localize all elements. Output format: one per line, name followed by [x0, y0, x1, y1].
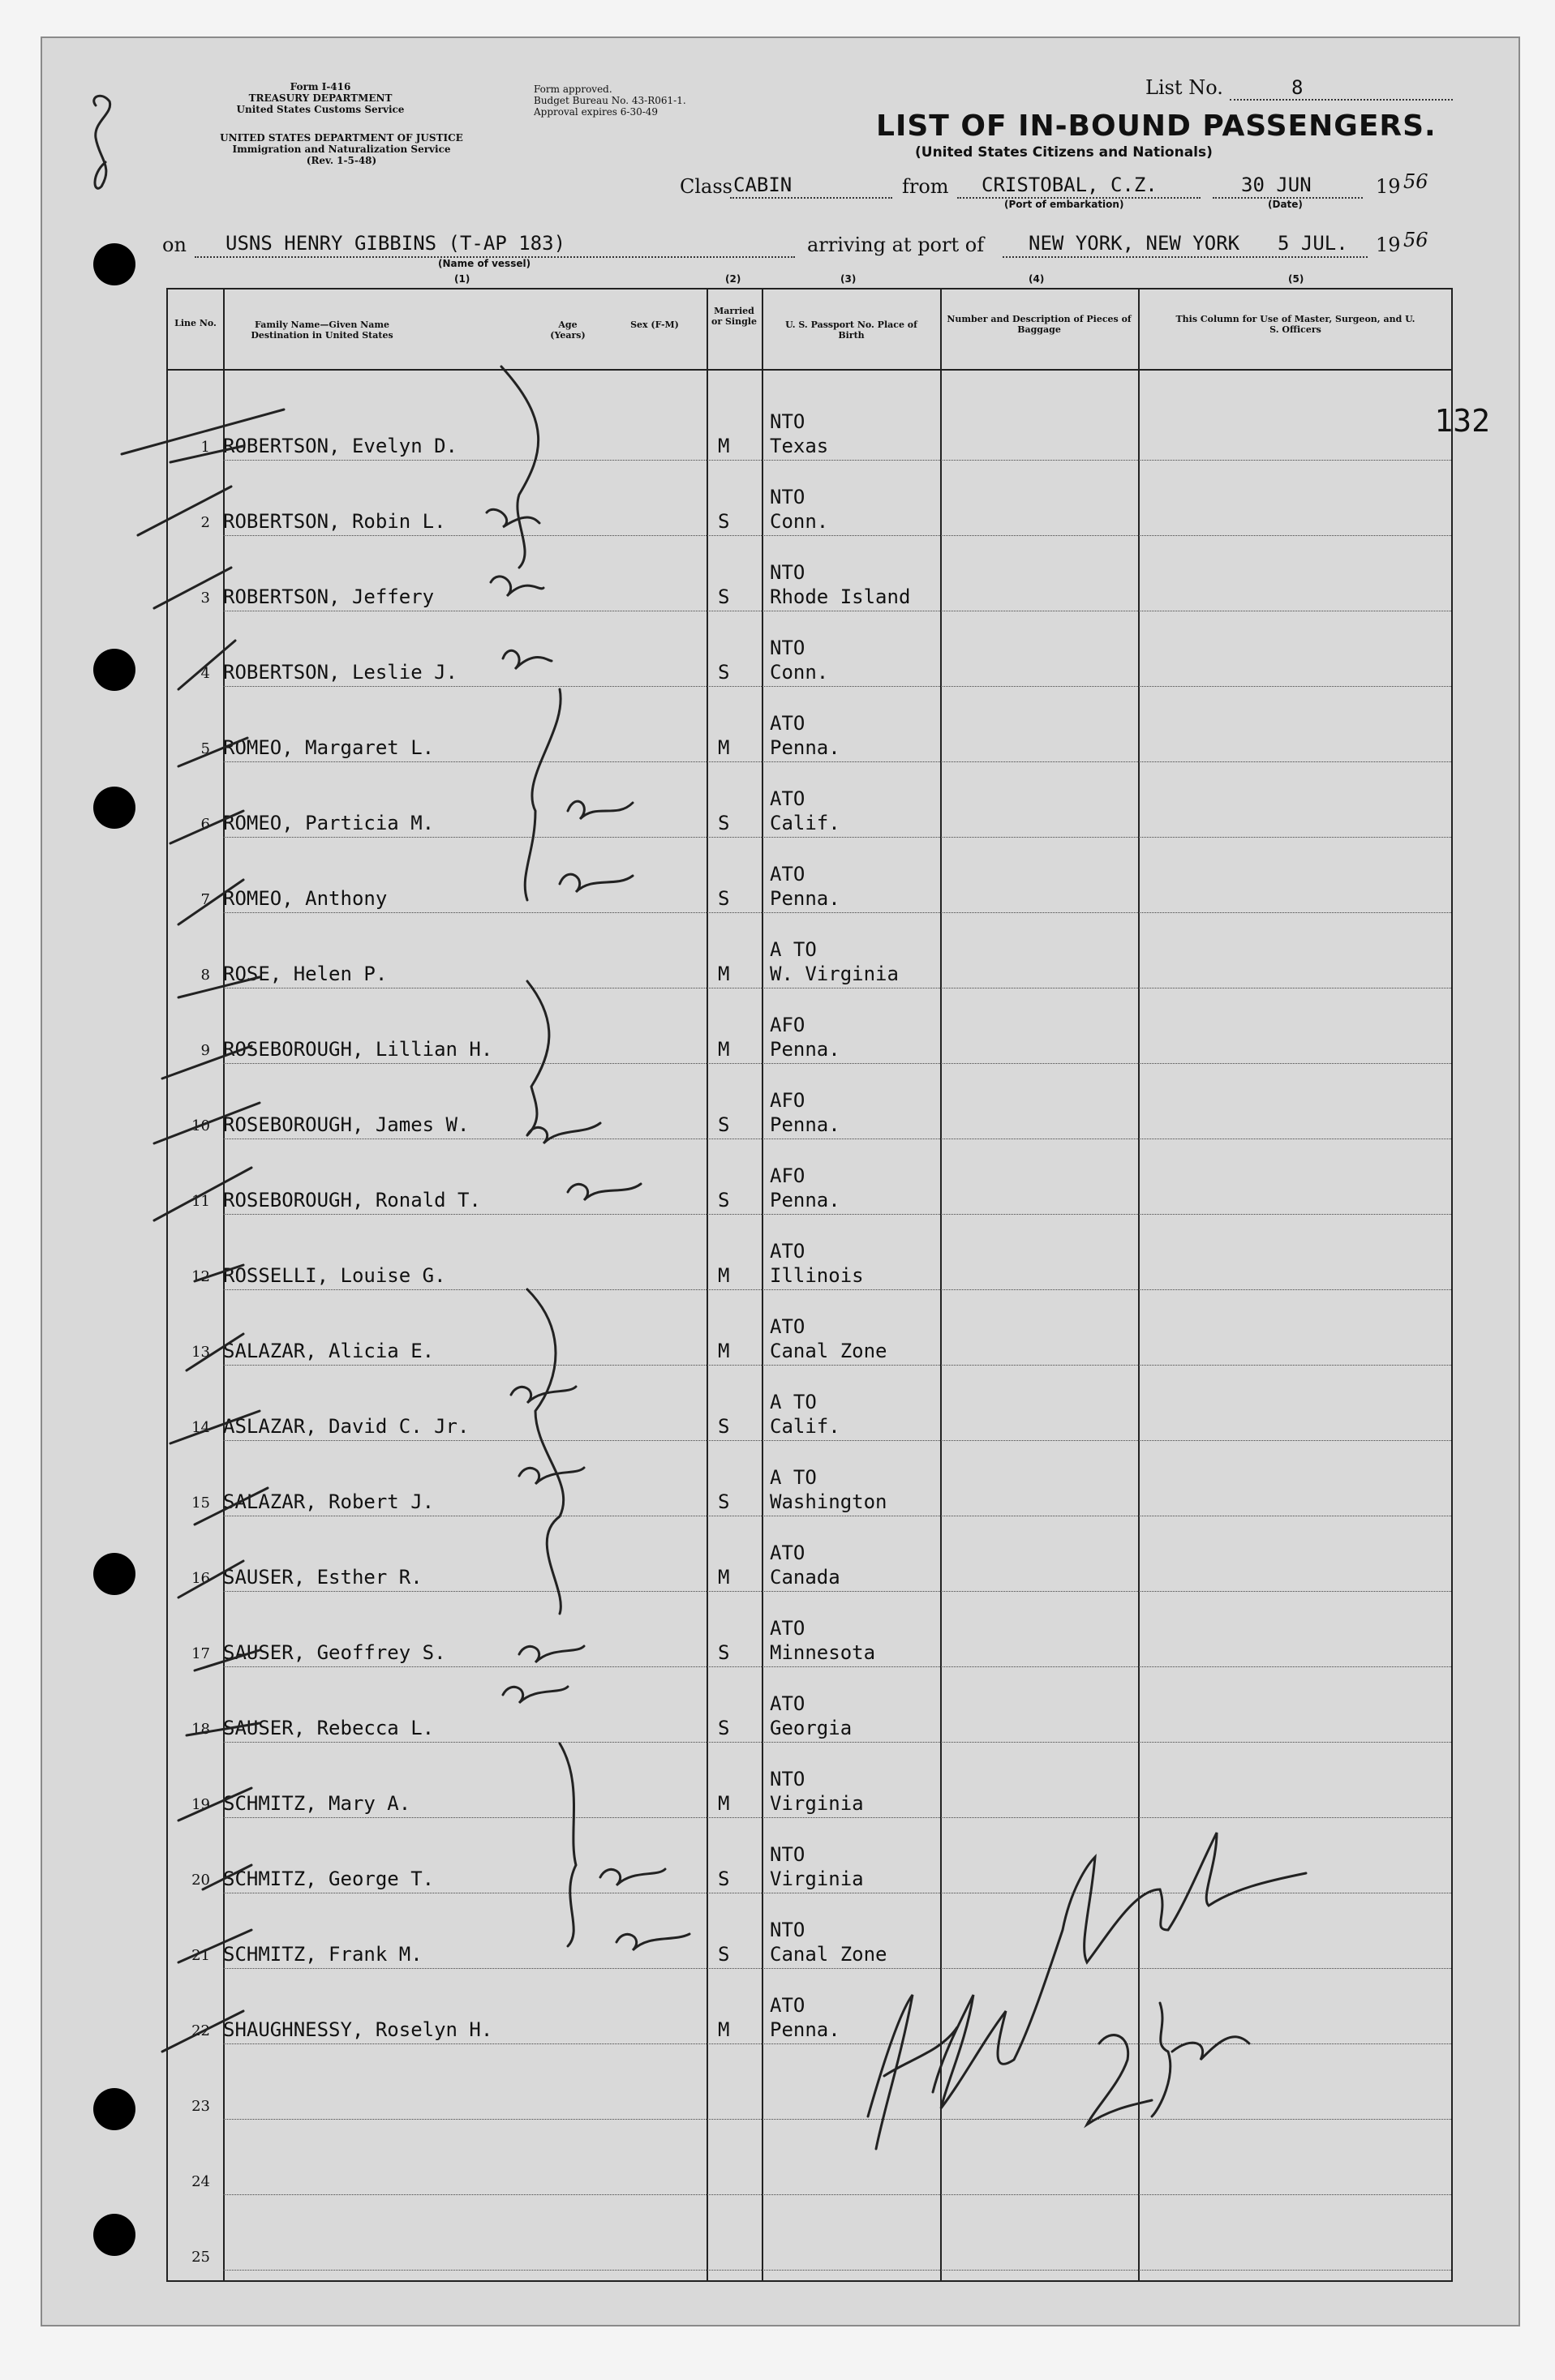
year-suffix: 56 [1403, 170, 1428, 193]
col-header-age: Age (Years) [550, 319, 586, 341]
table-row [168, 1592, 1451, 1667]
line-number: 2 [200, 514, 210, 531]
marital-status: S [718, 585, 730, 608]
marital-status: S [718, 1490, 730, 1513]
table-row [168, 385, 1451, 461]
approval-block [534, 84, 793, 118]
line-number: 23 [191, 2098, 210, 2115]
col-header-sex: Sex (F-M) [630, 319, 679, 330]
table-row [168, 1366, 1451, 1441]
line-number: 13 [191, 1344, 210, 1361]
passport-number: A TO [770, 938, 817, 961]
class-value: CABIN [733, 174, 793, 196]
table-row [168, 988, 1451, 1064]
immigration-service: Immigration and Naturalization Service [232, 144, 451, 155]
marital-status: M [718, 1038, 730, 1061]
passport-number: ATO [770, 712, 805, 735]
marital-status: S [718, 812, 730, 834]
passport-number: ATO [770, 787, 805, 810]
page-subtitle: (United States Citizens and Nationals) [915, 144, 1213, 161]
port-value: CRISTOBAL, C.Z. [982, 174, 1158, 196]
line-number: 10 [191, 1117, 210, 1134]
place-of-birth: Penna. [770, 2018, 840, 2041]
place-of-birth: W. Virginia [770, 963, 899, 985]
passenger-name: SAUSER, Geoffrey S. [223, 1641, 446, 1664]
passenger-name: ROSSELLI, Louise G. [223, 1264, 446, 1287]
marital-status: M [718, 435, 730, 457]
year-prefix: 19 [1376, 175, 1401, 198]
line-number: 15 [191, 1494, 210, 1512]
table-row [168, 1516, 1451, 1592]
place-of-birth: Rhode Island [770, 585, 911, 608]
passport-number: NTO [770, 561, 805, 584]
table-row [168, 536, 1451, 611]
line-number: 8 [200, 967, 210, 984]
table-row [168, 1064, 1451, 1139]
passenger-name: ROSE, Helen P. [223, 963, 388, 985]
passenger-name: ROBERTSON, Leslie J. [223, 661, 457, 684]
passport-number: A TO [770, 1466, 817, 1489]
from-label: from [902, 175, 949, 198]
table-row [168, 2044, 1451, 2120]
line-number: 3 [200, 590, 210, 607]
place-of-birth: Canada [770, 1566, 840, 1589]
stamp-number: 132 [1434, 403, 1490, 439]
punch-hole [93, 787, 135, 829]
place-of-birth: Canal Zone [770, 1340, 887, 1362]
place-of-birth: Conn. [770, 661, 829, 684]
passport-number: NTO [770, 1919, 805, 1941]
col-number-5: (5) [1288, 273, 1304, 285]
line-number: 11 [191, 1193, 210, 1210]
col-header-married: Married or Single [711, 306, 757, 327]
approval-expiry: Approval expires 6-30-49 [534, 106, 659, 118]
table-row [168, 1667, 1451, 1743]
table-row [168, 2120, 1451, 2195]
customs-service: United States Customs Service [236, 104, 405, 115]
marital-status: S [718, 1641, 730, 1664]
table-row [168, 1969, 1451, 2044]
date-caption: (Date) [1268, 199, 1303, 210]
line-number: 24 [191, 2173, 210, 2190]
marital-status: S [718, 1717, 730, 1739]
col-number-1: (1) [454, 273, 470, 285]
col-number-4: (4) [1029, 273, 1045, 285]
line-number: 17 [191, 1645, 210, 1662]
place-of-birth: Penna. [770, 736, 840, 759]
passport-number: ATO [770, 1240, 805, 1263]
marital-status: S [718, 887, 730, 910]
place-of-birth: Penna. [770, 1113, 840, 1136]
col-header-passport: U. S. Passport No. Place of Birth [785, 319, 917, 341]
passport-number: NTO [770, 637, 805, 659]
table-row [168, 1215, 1451, 1290]
line-number: 1 [200, 439, 210, 456]
place-of-birth: Washington [770, 1490, 887, 1513]
marital-status: S [718, 1868, 730, 1890]
passenger-name: ROMEO, Particia M. [223, 812, 435, 834]
line-number: 22 [191, 2022, 210, 2039]
port-caption: (Port of embarkation) [1004, 199, 1124, 210]
marital-status: S [718, 661, 730, 684]
arrival-line [1003, 256, 1368, 258]
marital-status: M [718, 1264, 730, 1287]
passport-number: ATO [770, 863, 805, 886]
passport-number: ATO [770, 1315, 805, 1338]
passport-number: ATO [770, 1542, 805, 1564]
list-no-label: List No. [1145, 76, 1223, 99]
justice-department: UNITED STATES DEPARTMENT OF JUSTICE [220, 132, 463, 144]
marital-status: M [718, 963, 730, 985]
line-number: 5 [200, 740, 210, 757]
place-of-birth: Illinois [770, 1264, 864, 1287]
table-row [168, 913, 1451, 988]
line-number: 16 [191, 1570, 210, 1587]
passport-number: AFO [770, 1089, 805, 1112]
marital-status: M [718, 1792, 730, 1815]
passport-number: NTO [770, 1768, 805, 1790]
passenger-name: SCHMITZ, Frank M. [223, 1943, 423, 1966]
header-divider [168, 369, 1451, 371]
class-line [730, 197, 892, 199]
line-number: 19 [191, 1796, 210, 1813]
passenger-name: SCHMITZ, George T. [223, 1868, 435, 1890]
list-no-value: 8 [1291, 76, 1304, 99]
form-number: Form I-416 [290, 81, 351, 92]
vessel-caption: (Name of vessel) [438, 258, 531, 269]
passenger-name: ROBERTSON, Jeffery [223, 585, 435, 608]
on-label: on [162, 234, 187, 256]
passport-number: AFO [770, 1164, 805, 1187]
passenger-name: ROBERTSON, Evelyn D. [223, 435, 457, 457]
passport-number: ATO [770, 1617, 805, 1640]
line-number: 21 [191, 1947, 210, 1964]
marital-status: S [718, 1415, 730, 1438]
class-label: Class [680, 175, 732, 198]
place-of-birth: Penna. [770, 887, 840, 910]
revision-date: (Rev. 1-5-48) [306, 155, 377, 166]
col-number-2: (2) [725, 273, 741, 285]
list-no-line [1230, 99, 1453, 101]
passport-number: ATO [770, 1692, 805, 1715]
table-row [168, 762, 1451, 838]
table-row [168, 687, 1451, 762]
marital-status: S [718, 510, 730, 533]
line-number: 9 [200, 1042, 210, 1059]
place-of-birth: Virginia [770, 1792, 864, 1815]
col-header-officers: This Column for Use of Master, Surgeon, and U. S. Officers [1175, 314, 1415, 335]
passenger-name: ROSEBOROUGH, Ronald T. [223, 1189, 481, 1211]
table-row [168, 1441, 1451, 1516]
place-of-birth: Virginia [770, 1868, 864, 1890]
passenger-name: ROSEBOROUGH, James W. [223, 1113, 470, 1136]
vessel-value: USNS HENRY GIBBINS (T-AP 183) [226, 232, 566, 255]
row-rule [223, 2270, 1451, 2271]
table-row [168, 1893, 1451, 1969]
arrival-date: 5 JUL. [1278, 232, 1348, 255]
marital-status: S [718, 1943, 730, 1966]
punch-hole [93, 649, 135, 691]
passport-number: A TO [770, 1391, 817, 1413]
line-number: 6 [200, 816, 210, 833]
line-number: 20 [191, 1872, 210, 1889]
table-row [168, 1743, 1451, 1818]
place-of-birth: Calif. [770, 1415, 840, 1438]
treasury-department: TREASURY DEPARTMENT [248, 92, 393, 104]
punch-hole [93, 2214, 135, 2256]
table-row [168, 1290, 1451, 1366]
place-of-birth: Penna. [770, 1038, 840, 1061]
date-value: 30 JUN [1241, 174, 1312, 196]
marital-status: M [718, 1340, 730, 1362]
table-row [168, 611, 1451, 687]
marital-status: S [718, 1113, 730, 1136]
place-of-birth: Texas [770, 435, 829, 457]
arrival-year-prefix: 19 [1376, 234, 1401, 256]
passenger-name: SHAUGHNESSY, Roselyn H. [223, 2018, 493, 2041]
col-header-line-no: Line No. [174, 318, 217, 328]
line-number: 14 [191, 1419, 210, 1436]
passport-number: NTO [770, 1843, 805, 1866]
line-number: 7 [200, 891, 210, 908]
marital-status: M [718, 736, 730, 759]
line-number: 18 [191, 1721, 210, 1738]
table-row [168, 1139, 1451, 1215]
passport-number: NTO [770, 486, 805, 508]
passport-number: AFO [770, 1014, 805, 1036]
line-number: 12 [191, 1268, 210, 1285]
col-number-3: (3) [840, 273, 857, 285]
punch-hole [93, 1553, 135, 1595]
punch-hole [93, 243, 135, 285]
passport-number: ATO [770, 1994, 805, 2017]
passenger-name: SAUSER, Esther R. [223, 1566, 423, 1589]
passenger-name: SAUSER, Rebecca L. [223, 1717, 435, 1739]
passenger-name: ASLAZAR, David C. Jr. [223, 1415, 470, 1438]
marital-status: S [718, 1189, 730, 1211]
table-row [168, 1818, 1451, 1893]
passport-number: NTO [770, 410, 805, 433]
line-number: 4 [200, 665, 210, 682]
col-header-family-name: Family Name—Given Name Destination in United States [251, 319, 393, 341]
budget-bureau: Budget Bureau No. 43-R061-1. [534, 95, 686, 106]
justice-block [159, 132, 524, 166]
place-of-birth: Georgia [770, 1717, 853, 1739]
place-of-birth: Calif. [770, 812, 840, 834]
arriving-label: arriving at port of [807, 234, 985, 256]
table-row [168, 461, 1451, 536]
place-of-birth: Penna. [770, 1189, 840, 1211]
arrival-port: NEW YORK, NEW YORK [1029, 232, 1240, 255]
marital-status: M [718, 1566, 730, 1589]
col-header-baggage: Number and Description of Pieces of Baggage [947, 314, 1132, 335]
form-id-block [199, 81, 442, 115]
page-title: LIST OF IN-BOUND PASSENGERS. [876, 109, 1437, 143]
passenger-name: ROMEO, Anthony [223, 887, 388, 910]
passenger-name: SALAZAR, Robert J. [223, 1490, 435, 1513]
arrival-year-suffix: 56 [1403, 229, 1428, 251]
passenger-name: SCHMITZ, Mary A. [223, 1792, 411, 1815]
marital-status: M [718, 2018, 730, 2041]
passenger-name: SALAZAR, Alicia E. [223, 1340, 435, 1362]
line-number: 25 [191, 2249, 210, 2266]
place-of-birth: Minnesota [770, 1641, 876, 1664]
passenger-table [166, 288, 1453, 2282]
table-row [168, 838, 1451, 913]
place-of-birth: Canal Zone [770, 1943, 887, 1966]
passenger-name: ROSEBOROUGH, Lillian H. [223, 1038, 493, 1061]
passenger-name: ROMEO, Margaret L. [223, 736, 435, 759]
table-row [168, 2195, 1451, 2271]
form-approved: Form approved. [534, 84, 612, 95]
place-of-birth: Conn. [770, 510, 829, 533]
passenger-name: ROBERTSON, Robin L. [223, 510, 446, 533]
punch-hole [93, 2088, 135, 2130]
